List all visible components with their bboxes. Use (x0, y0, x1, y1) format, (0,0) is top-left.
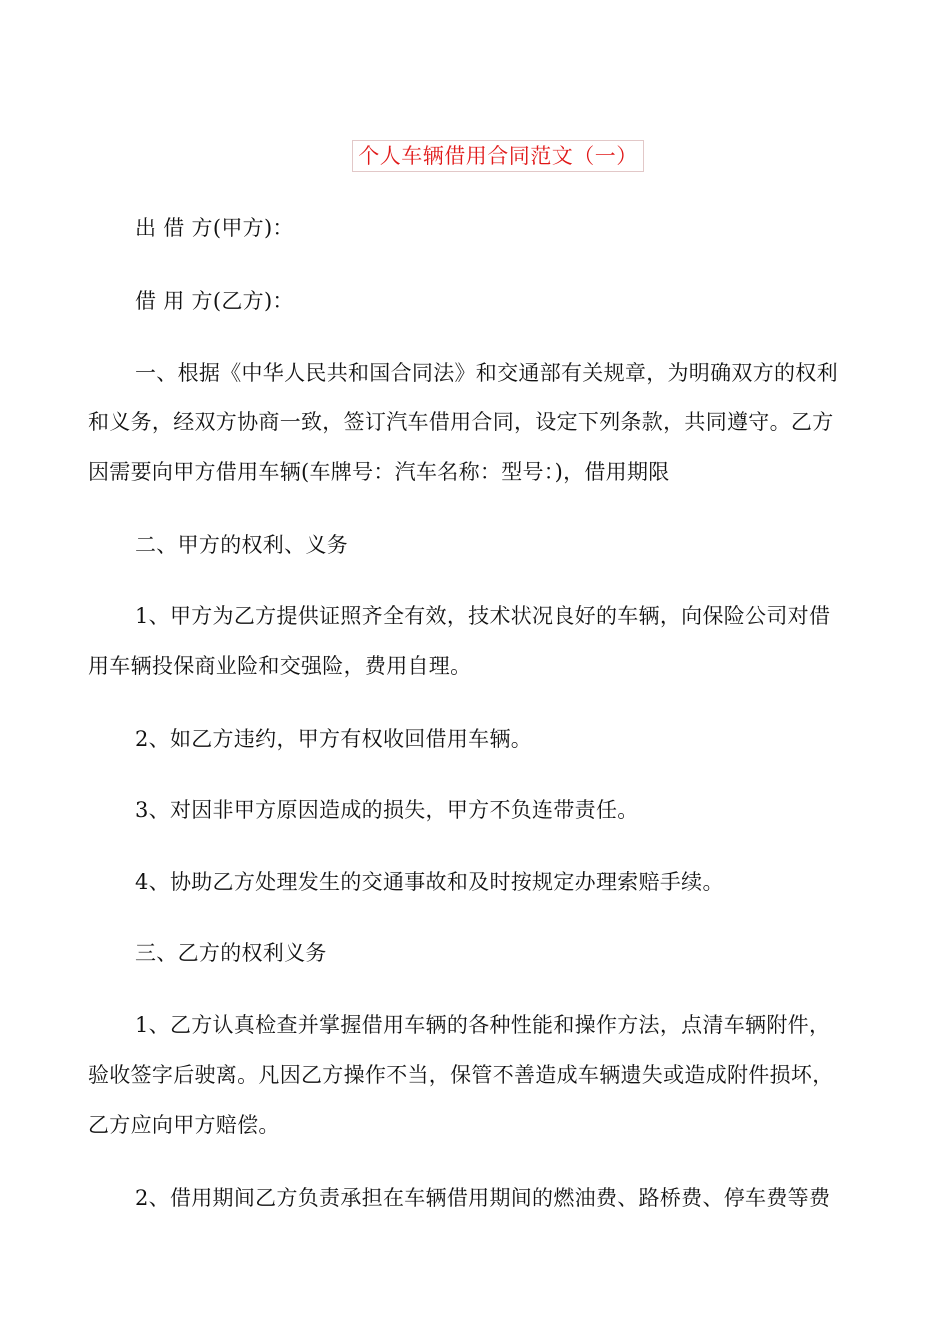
section-3-item-1-line-2: 验收签字后驶离。凡因乙方操作不当，保管不善造成车辆遗失或造成附件损坏， (88, 1063, 834, 1087)
clause-1-line-3: 因需要向甲方借用车辆(车牌号：汽车名称：型号：)，借用期限 (88, 460, 670, 484)
section-2-item-1-line-1: 1、甲方为乙方提供证照齐全有效，技术状况良好的车辆，向保险公司对借 (135, 604, 831, 628)
section-2-item-2: 2、如乙方违约，甲方有权收回借用车辆。 (135, 727, 533, 751)
clause-1-line-2: 和义务，经双方协商一致，签订汽车借用合同，设定下列条款，共同遵守。乙方 (88, 410, 834, 434)
section-2-heading: 二、甲方的权利、义务 (135, 533, 348, 557)
section-2-item-1-line-2: 用车辆投保商业险和交强险，费用自理。 (88, 654, 472, 678)
lender-line: 出 借 方(甲方)： (135, 216, 294, 240)
borrower-line: 借 用 方(乙方)： (135, 289, 294, 313)
section-2-item-3: 3、对因非甲方原因造成的损失，甲方不负连带责任。 (135, 798, 639, 822)
section-3-item-2-line-1: 2、借用期间乙方负责承担在车辆借用期间的燃油费、路桥费、停车费等费 (135, 1186, 831, 1210)
section-3-item-1-line-3: 乙方应向甲方赔偿。 (88, 1113, 280, 1137)
document-title: 个人车辆借用合同范文（一） (358, 144, 638, 168)
section-2-item-4: 4、协助乙方处理发生的交通事故和及时按规定办理索赔手续。 (135, 870, 724, 894)
section-3-heading: 三、乙方的权利义务 (135, 941, 327, 965)
section-3-item-1-line-1: 1、乙方认真检查并掌握借用车辆的各种性能和操作方法，点清车辆附件， (135, 1013, 831, 1037)
title-box (352, 140, 644, 172)
clause-1-line-1: 一、根据《中华人民共和国合同法》和交通部有关规章，为明确双方的权利 (135, 361, 838, 385)
